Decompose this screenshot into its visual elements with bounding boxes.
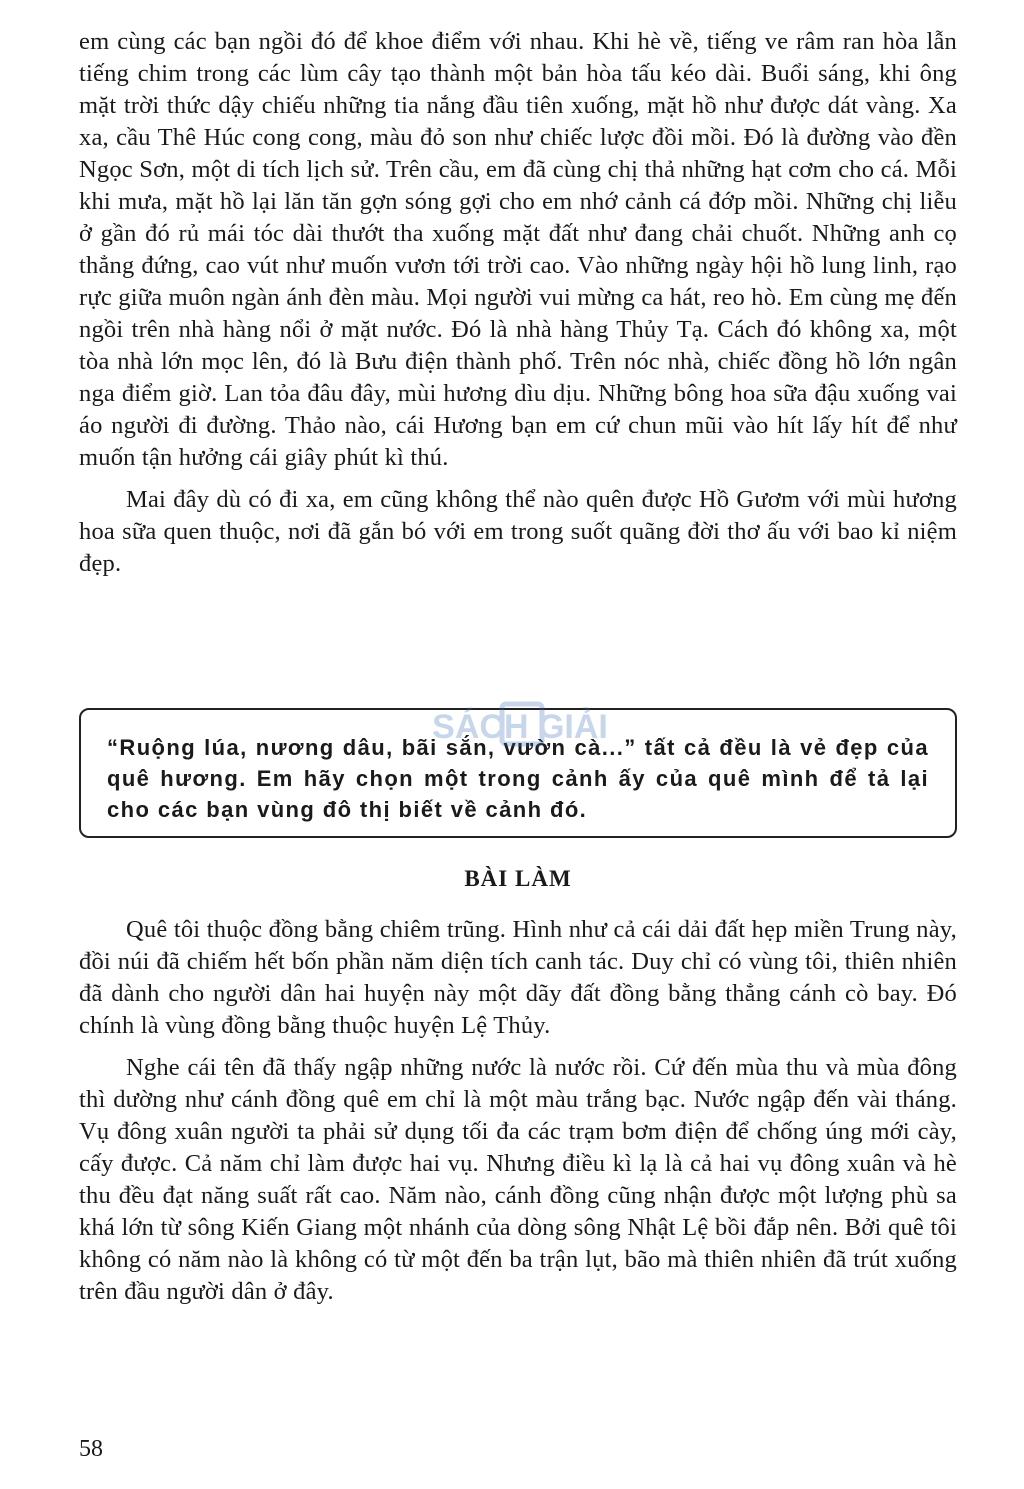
answer-paragraph: Nghe cái tên đã thấy ngập những nước là nước rồi. Cứ đến mùa thu và mùa đông thì dường như cánh đồng quê em chỉ là một màu trắng bạc. Nước ngập đến vài tháng. Vụ đông xuân người ta phải sử dụng tối đa các trạm bơm điện để chống úng mới cày, cấy được. Cả năm chỉ làm được hai vụ. Nhưng điều kì lạ là cả hai vụ đông xuân và hè thu đều đạt năng suất rất cao. Năm nào, cánh đồng cũng nhận được một lượng phù sa khá lớn từ sông Kiến Giang một nhánh của dòng sông Nhật Lệ bồi đắp nên. Bởi quê tôi không có năm nào là không có từ một đến ba trận lụt, bão mà thiên nhiên đã trút xuống trên đầu người dân ở đây. [79, 1054, 957, 1305]
answer-paragraph: Quê tôi thuộc đồng bằng chiêm trũng. Hình như cả cái dải đất hẹp miền Trung này, đồi núi đã chiếm hết bốn phần năm diện tích canh tác. Duy chỉ có vùng tôi, thiên nhiên đã dành cho người dân hai huyện này một dãy đất đồng bằng thẳng cánh cò bay. Đó chính là vùng đồng bằng thuộc huyện Lệ Thủy. [79, 916, 957, 1039]
assignment-prompt-box [79, 708, 957, 838]
paragraph-gap [79, 1042, 957, 1052]
paragraph-gap [79, 474, 957, 484]
answer-heading: BÀI LÀM [464, 866, 572, 891]
watermark-text: SÁCH GIẢI [432, 708, 608, 746]
essay-paragraph: Mai đây dù có đi xa, em cũng không thể nào quên được Hồ Gươm với mùi hương hoa sữa quen thuộc, nơi đã gắn bó với em trong suốt quãng đời thơ ấu với bao kỉ niệm đẹp. [79, 486, 957, 577]
top-text-section [79, 26, 957, 580]
page-number: 58 [79, 1436, 103, 1462]
answer-section [79, 914, 957, 1308]
essay-paragraph: em cùng các bạn ngồi đó để khoe điểm với nhau. Khi hè về, tiếng ve râm ran hòa lẫn tiếng chim trong các lùm cây tạo thành một bản hòa tấu kéo dài. Buổi sáng, khi ông mặt trời thức dậy chiếu những tia nắng đầu tiên xuống, mặt hồ như được dát vàng. Xa xa, cầu Thê Húc cong cong, màu đỏ son như chiếc lược đồi mồi. Đó là đường vào đền Ngọc Sơn, một di tích lịch sử. Trên cầu, em đã cùng chị thả những hạt cơm cho cá. Mỗi khi mưa, mặt hồ lại lăn tăn gợn sóng gợi cho em nhớ cảnh cá đớp mồi. Những chị liễu ở gần đó rủ mái tóc dài thướt tha xuống mặt đất như đang chải chuốt. Những anh cọ thẳng đứng, cao vút như muốn vươn tới trời cao. Vào những ngày hội hồ lung linh, rạo rực giữa muôn ngàn ánh đèn màu. Mọi người vui mừng ca hát, reo hò. Em cùng mẹ đến ngồi trên nhà hàng nổi ở mặt nước. Đó là nhà hàng Thủy Tạ. Cách đó không xa, một tòa nhà lớn mọc lên, đó là Bưu điện thành phố. Trên nóc nhà, chiếc đồng hồ lớn ngân nga điểm giờ. Lan tỏa đâu đây, mùi hương dìu dịu. Những bông hoa sữa đậu xuống vai áo người đi đường. Thảo nào, cái Hương bạn em cứ chun mũi vào hít lấy hít để như muốn tận hưởng cái giây phút kì thú. [79, 28, 957, 471]
assignment-prompt-text: “Ruộng lúa, nương dâu, bãi sắn, vườn cà...” tất cả đều là vẻ đẹp của quê hương. Em hãy chọn một trong cảnh ấy của quê mình để tả lại cho các bạn vùng đô thị biết về cảnh đó. [107, 735, 929, 822]
